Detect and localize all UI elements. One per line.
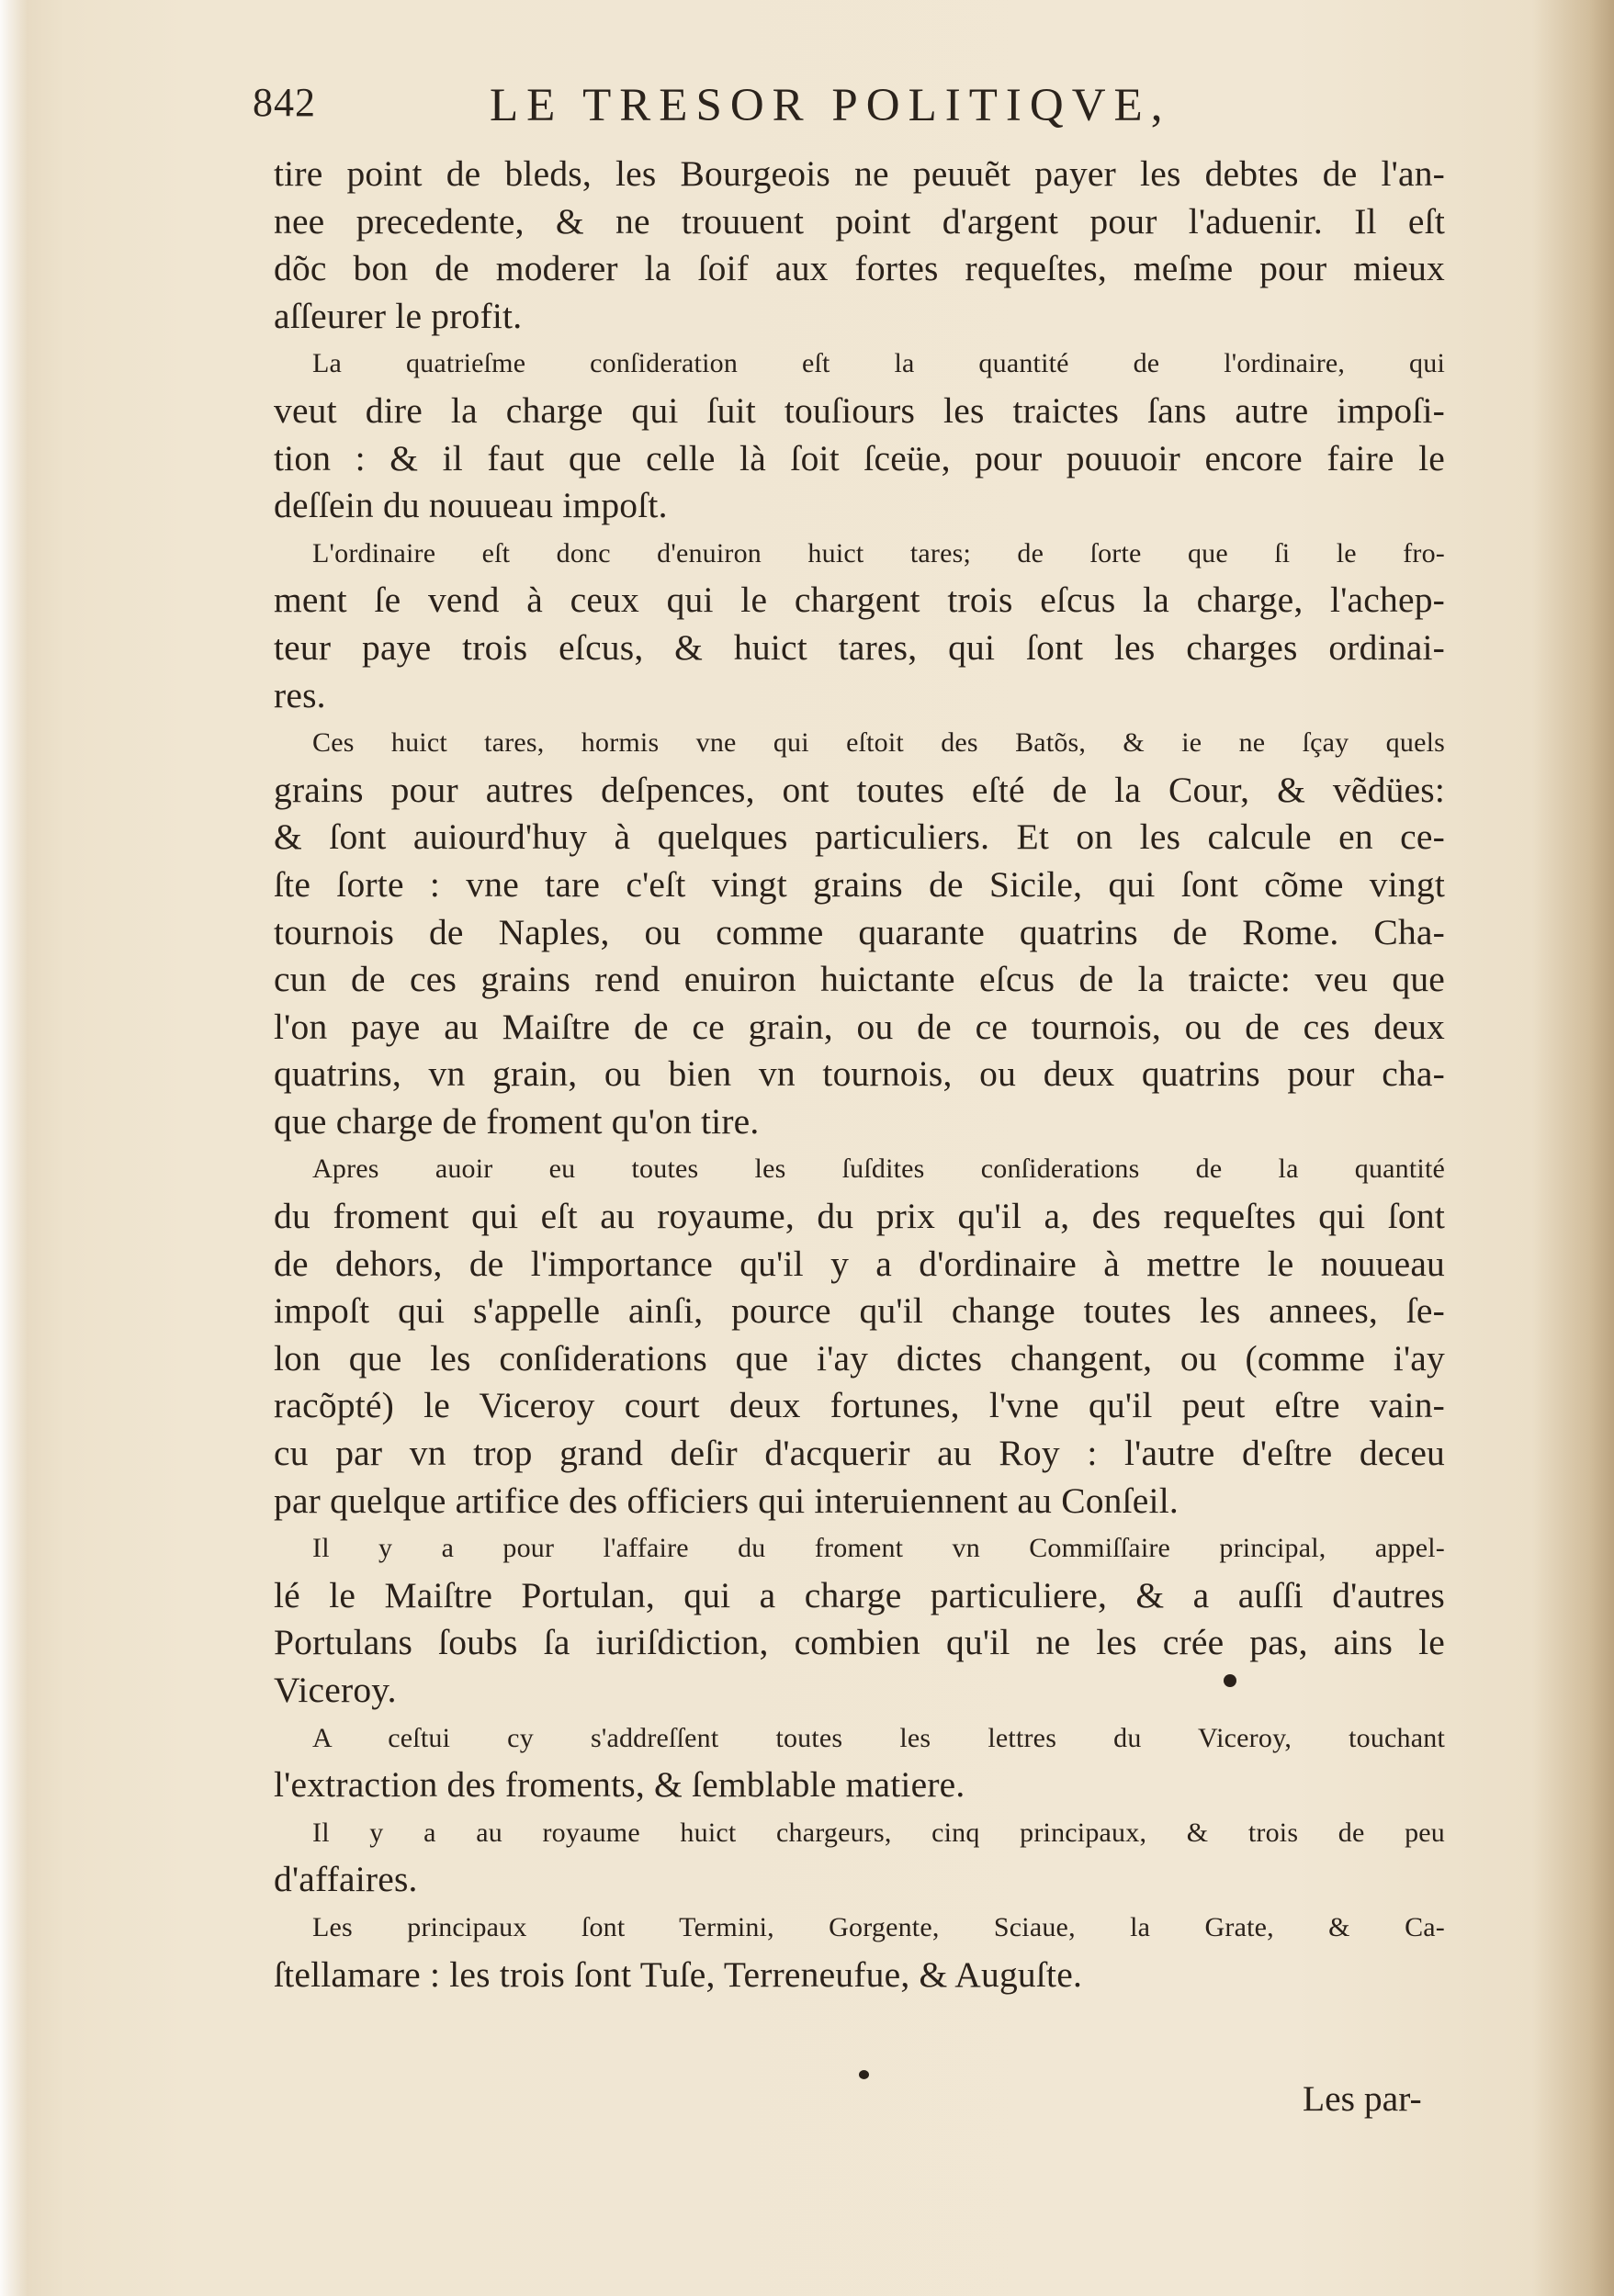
text-line: & ſont auiourd'huy à quelques particuliers. Et on les calcule en ce- — [274, 816, 1445, 858]
text-line: cu par vn trop grand deſir d'acquerir au Roy : l'autre d'eſtre deceu — [274, 1433, 1445, 1474]
running-title: LE TRESOR POLITIQVE, — [490, 80, 1171, 131]
text-line: quatrins, vn grain, ou bien vn tournois, ou deux quatrins pour cha- — [274, 1053, 1445, 1095]
text-line: tire point de bleds, les Bourgeois ne peuuẽt payer les debtes de l'an- — [274, 153, 1445, 194]
text-line: Il y a au royaume huict chargeurs, cinq principaux, & trois de peu — [312, 1817, 1445, 1848]
text-line: l'extraction des froments, & ſemblable matiere. — [274, 1764, 965, 1806]
text-line: tournois de Naples, ou comme quarante quatrins de Rome. Cha- — [274, 911, 1445, 952]
text-line: par quelque artifice des officiers qui interuiennent au Conſeil. — [274, 1480, 1179, 1521]
text-line: nee precedente, & ne trouuent point d'argent pour l'aduenir. Il eſt — [274, 200, 1445, 242]
text-line: dõc bon de moderer la ſoif aux fortes requeſtes, meſme pour mieux — [274, 248, 1445, 289]
text-line: teur paye trois eſcus, & huict tares, qui ſont les charges ordinai- — [274, 626, 1445, 668]
catchword: Les par- — [1303, 2078, 1422, 2119]
ink-blot — [1224, 1674, 1236, 1687]
text-line: du froment qui eſt au royaume, du prix qu'il a, des requeſtes qui ſont — [274, 1196, 1445, 1237]
text-line: ſtellamare : les trois ſont Tuſe, Terreneufue, & Auguſte. — [274, 1953, 1083, 1995]
spine-shadow — [1531, 0, 1614, 2296]
text-line: l'on paye au Maiſtre de ce grain, ou de ce tournois, ou de ces deux — [274, 1006, 1445, 1047]
text-line: de dehors, de l'importance qu'il y a d'ordinaire à mettre le nouueau — [274, 1243, 1445, 1284]
text-line: deſſein du nouueau impoſt. — [274, 485, 668, 526]
text-line: ſte ſorte : vne tare c'eſt vingt grains de Sicile, qui ſont cõme vingt — [274, 863, 1445, 905]
text-line: cun de ces grains rend enuiron huictante eſcus de la traicte: veu que — [274, 959, 1445, 1000]
body-text — [274, 151, 1445, 1998]
text-line: lé le Maiſtre Portulan, qui a charge particuliere, & a auſſi d'autres — [274, 1574, 1445, 1615]
text-line: La quatrieſme conſideration eſt la quantité de l'ordinaire, qui — [312, 348, 1445, 379]
text-line: A ceſtui cy s'addreſſent toutes les lettres du Viceroy, touchant — [312, 1722, 1445, 1753]
text-line: Il y a pour l'affaire du froment vn Commiſſaire principal, appel- — [312, 1533, 1445, 1564]
page-header — [253, 79, 1447, 143]
text-line: lon que les conſiderations que i'ay dictes changent, ou (comme i'ay — [274, 1337, 1445, 1379]
text-line: tion : & il faut que celle là ſoit ſceüe, pour pouuoir encore faire le — [274, 437, 1445, 478]
text-line: racõpté) le Viceroy court deux fortunes, l'vne qu'il peut eſtre vain- — [274, 1385, 1445, 1426]
text-line: Viceroy. — [274, 1670, 397, 1710]
text-line: ment ſe vend à ceux qui le chargent trois eſcus la charge, l'achep- — [274, 580, 1445, 621]
page-number: 842 — [253, 80, 316, 125]
text-line: Les principaux ſont Termini, Gorgente, Sciaue, la Grate, & Ca- — [312, 1911, 1445, 1942]
text-line: Portulans ſoubs ſa iuriſdiction, combien qu'il ne les crée pas, ains le — [274, 1622, 1445, 1663]
text-line: d'affaires. — [274, 1859, 418, 1900]
text-line: grains pour autres deſpences, ont toutes eſté de la Cour, & vẽdües: — [274, 769, 1445, 810]
text-line: aſſeurer le profit. — [274, 295, 523, 336]
text-line: res. — [274, 674, 326, 715]
ink-blot — [859, 2070, 869, 2079]
text-line: L'ordinaire eſt donc d'enuiron huict tares; de ſorte que ſi le fro- — [312, 537, 1445, 568]
text-line: Apres auoir eu toutes les ſuſdites conſiderations de la quantité — [312, 1154, 1445, 1185]
text-line: impoſt qui s'appelle ainſi, pource qu'il change toutes les annees, ſe- — [274, 1290, 1445, 1332]
page-edge — [0, 0, 28, 2296]
text-line: veut dire la charge qui ſuit touſiours les traictes ſans autre impoſi- — [274, 389, 1445, 431]
text-line: que charge de froment qu'on tire. — [274, 1100, 760, 1142]
text-line: Ces huict tares, hormis vne qui eſtoit des Batõs, & ie ne ſçay quels — [312, 727, 1445, 759]
